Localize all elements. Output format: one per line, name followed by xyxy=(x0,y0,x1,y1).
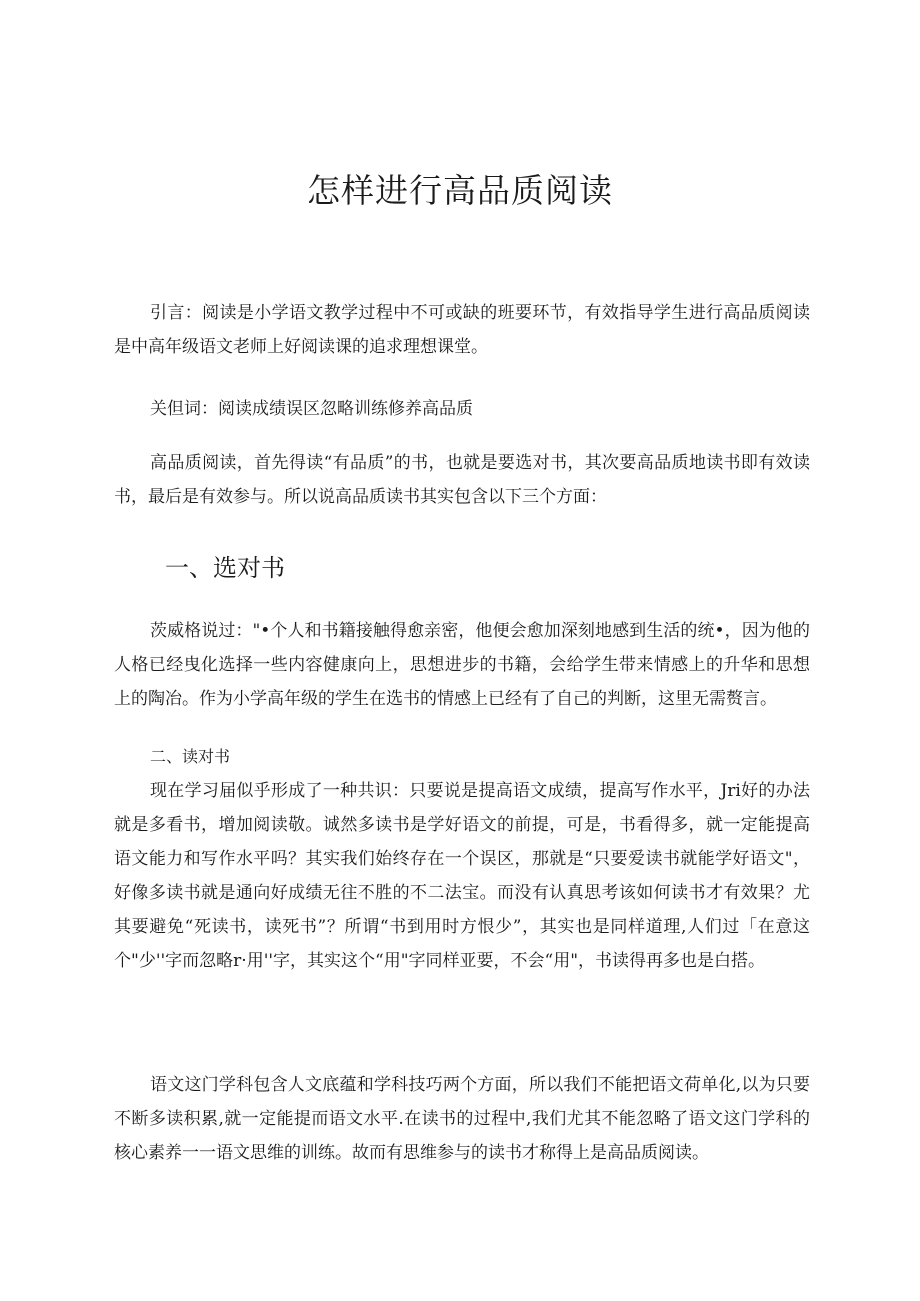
keywords-paragraph: 关但词：阅读成绩误区忽略训练修养高品质 xyxy=(150,399,473,419)
section1-paragraph: 茨威格说过："•个人和书籍接触得愈亲密，他便会愈加深刻地感到生活的统•，因为他的人格已经曳化选择一些内容健康向上，思想进步的书籍，会给学生带来情感上的升华和思想上的陶冶。作为小学高年级的学生在选书的情感上已经有了自己的判断，这里无需赘言。 xyxy=(114,621,810,709)
document-title: 怎样进行高品质阅读 xyxy=(307,171,613,210)
section2-paragraph-1: 现在学习届似乎形成了一种共识：只要说是提高语文成绩，提高写作水平，Jri好的办法就是多看书，增加阅读敬。诚然多读书是学好语文的前提，可是，书看得多，就一定能提高语文能力和写作水平吗？其实我们始终存在一个误区，那就是“只要爱读书就能学好语文"，好像多读书就是通向好成绩无往不胜的不二法宝。而没有认真思考该如何读书才有效果？尤其要避免“死读书，读死书”？所谓“书到用时方恨少”，其实也是同样道理,人们过「在意这个"少''字而忽略r·用''字，其实这个“用"字同样亚要，不会“用"，书读得再多也是白搭。 xyxy=(114,781,810,971)
section2-heading: 二、读对书 xyxy=(150,747,231,766)
section2-paragraph-2: 语文这门学科包含人文底蕴和学科技巧两个方面，所以我们不能把语文荷单化,以为只要不断多读积累,就一定能提而语文水平.在读书的过程中,我们尤其不能忽略了语文这门学科的核心素养一一语文思维的训练。故而有思维参与的读书才称得上是高品质阅读。 xyxy=(114,1075,810,1163)
intro-paragraph: 引言：阅读是小学语文教学过程中不可或缺的班要环节，有效指导学生进行高品质阅读是中高年级语文老师上好阅读课的追求理想课堂。 xyxy=(114,303,810,357)
opening-paragraph: 高品质阅读，首先得读“有品质”的书，也就是要选对书，其次要高品质地读书即有效读书，最后是有效参与。所以说高品质读书其实包含以下三个方面： xyxy=(114,453,810,507)
section1-heading: 一、选对书 xyxy=(165,554,285,582)
